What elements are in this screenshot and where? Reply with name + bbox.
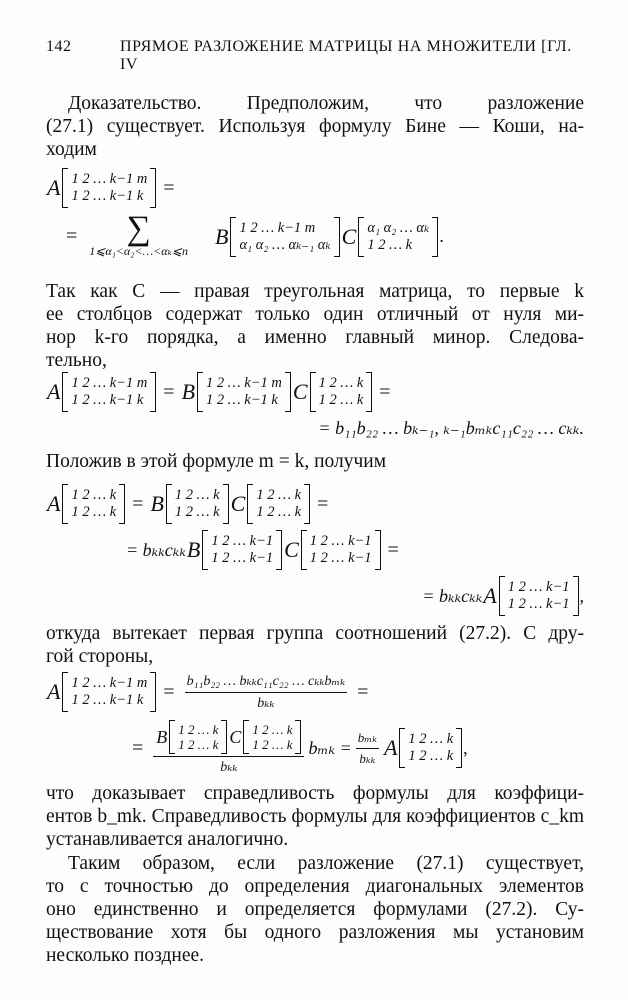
text-line: устанавливается аналогично. bbox=[46, 829, 289, 850]
text-line: ходим bbox=[46, 139, 97, 160]
paragraph-triangular bbox=[46, 280, 584, 372]
minor-matrix: 1 2 … k−1 m 1 2 … k−1 k bbox=[62, 168, 156, 208]
text-line: ществование хотя бы одного разложения мы установим bbox=[46, 922, 584, 943]
formula-binet-cauchy-lhs: A 1 2 … k−1 m 1 2 … k−1 k = bbox=[46, 168, 181, 208]
text-line: оно единственно и определяется формулами (27.2). Су- bbox=[46, 899, 584, 920]
paragraph-set-m-k bbox=[46, 450, 584, 473]
text-line: Доказательство. Предположим, что разложение bbox=[68, 93, 584, 114]
text-line: Положив в этой формуле m = k, получим bbox=[46, 451, 387, 472]
text-line: несколько позднее. bbox=[46, 945, 205, 966]
formula-minor-product: A 1 2 … k−1 m 1 2 … k−1 k = B 1 2 … k−1 m 1 2 … k−1 k C 1 2 … k 1 2 … k = bbox=[46, 372, 397, 412]
text-line: откуда вытекает первая группа соотношений (27.2). С дру- bbox=[46, 623, 584, 644]
formula-bmk-result: = B 1 2 … k 1 2 … k C 1 2 … k 1 2 … k bₖₖ bₘₖ = $\frac{\text{bₘₖ}}{\text{bₖₖ}}$ A 1 2 … k 1 2 … k , bbox=[132, 722, 468, 775]
text-line: Так как C — правая треугольная матрица, то первые k bbox=[46, 281, 584, 302]
text-line: ентов b_mk. Справедливость формулы для коэффициентов c_km bbox=[46, 806, 584, 827]
formula-m-equals-k-line3: = bₖₖcₖₖ A 1 2 … k−1 1 2 … k−1 , bbox=[422, 576, 584, 616]
formula-m-equals-k-line2: = bₖₖcₖₖ B 1 2 … k−1 1 2 … k−1 C 1 2 … k−1 1 2 … k−1 = bbox=[126, 530, 405, 570]
paragraph-bmk-validity bbox=[46, 782, 584, 851]
text-line: Таким образом, если разложение (27.1) существует, bbox=[68, 853, 584, 874]
page-header bbox=[46, 38, 588, 73]
text-line: тельно, bbox=[46, 350, 107, 371]
fraction: $\frac{\text{b₁₁b₂₂ … bₖₖc₁₁c₂₂ … cₖₖbₘₖ}}{\text{bₖₖ}}$ bbox=[186, 673, 346, 711]
minor-matrix: 1 2 … k−1 m α₁ α₂ … αₖ₋₁ αₖ bbox=[230, 217, 339, 257]
formula-bmk-derivation: A 1 2 … k−1 m 1 2 … k−1 k = $\frac{\text{b₁₁b₂₂ … bₖₖc₁₁c₂₂ … cₖₖbₘₖ}}{\text{bₖₖ}}$ = bbox=[47, 673, 369, 711]
running-title: ПРЯМОЕ РАЗЛОЖЕНИЕ МАТРИЦЫ НА МНОЖИТЕЛИ [ГЛ. IV bbox=[120, 38, 572, 73]
sum-sign: ∑ 1⩽α₁<α₂<…<αₖ⩽n bbox=[89, 210, 188, 258]
fraction: B 1 2 … k 1 2 … k C 1 2 … k 1 2 … k bₖₖ bbox=[153, 720, 304, 776]
paragraph-conclusion bbox=[46, 852, 584, 967]
formula-m-equals-k: A 1 2 … k 1 2 … k = B 1 2 … k 1 2 … k C 1 2 … k 1 2 … k = bbox=[46, 484, 334, 524]
minor-matrix: α₁ α₂ … αₖ 1 2 … k bbox=[358, 217, 438, 257]
text-line: гой стороны, bbox=[46, 646, 154, 667]
paragraph-proof-intro bbox=[46, 92, 584, 161]
text-line: (27.1) существует. Используя формулу Бине — Коши, на- bbox=[46, 116, 584, 137]
text-line: то с точностью до определения диагональных элементов bbox=[46, 876, 584, 897]
formula-binet-cauchy-sum: = ∑ 1⩽α₁<α₂<…<αₖ⩽n B 1 2 … k−1 m α₁ α₂ … αₖ₋₁ αₖ C α₁ α₂ … αₖ 1 2 … k . bbox=[66, 210, 444, 258]
fraction: $\frac{\text{bₘₖ}}{\text{bₖₖ}}$ bbox=[357, 729, 377, 766]
page-number: 142 bbox=[46, 38, 72, 55]
formula-diagonal-product: = b₁₁b₂₂ … bₖ₋₁, ₖ₋₁bₘₖc₁₁c₂₂ … cₖₖ. bbox=[318, 418, 584, 438]
text-line: что доказывает справедливость формулы для коэффици- bbox=[46, 783, 584, 804]
text-line: нор k-го порядка, а именно главный минор. Следова- bbox=[46, 327, 584, 348]
text-line: ее столбцов содержат только один отличный от нуля ми- bbox=[46, 304, 584, 325]
paragraph-first-group bbox=[46, 622, 584, 668]
